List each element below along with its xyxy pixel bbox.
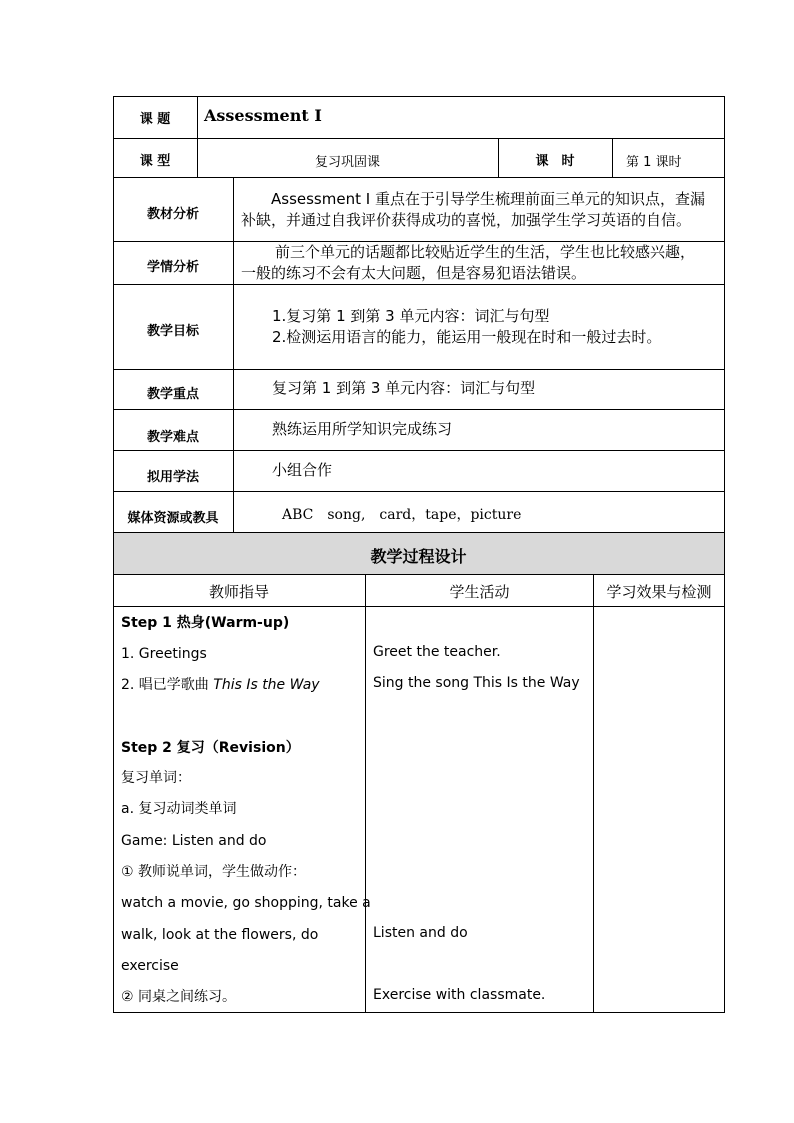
- topic-value: Assessment I: [204, 106, 322, 125]
- col-teacher-header: 教师指导: [208, 583, 269, 601]
- table-border-left: [113, 96, 114, 1012]
- sing-song-item: [121, 675, 320, 695]
- topic-label: 课 题: [139, 112, 171, 127]
- process-title: 教学过程设计: [370, 547, 467, 566]
- table-row-divider: [113, 606, 725, 607]
- table-row-divider: [113, 369, 725, 370]
- game-item: Game: Listen and do: [121, 833, 267, 849]
- type-value: 复习巩固课: [314, 155, 380, 170]
- pair-practice-item: ② 同桌之间练习。: [121, 989, 237, 1005]
- period-label: 课 时: [535, 154, 575, 169]
- sing-song-prefix: 2. 唱已学歌曲: [121, 677, 214, 693]
- table-row-divider: [113, 284, 725, 285]
- table-row-divider: [113, 409, 725, 410]
- words-line-3: exercise: [121, 958, 179, 974]
- student-exercise: Exercise with classmate.: [373, 987, 546, 1003]
- student-sing: Sing the song This Is the Way: [373, 675, 580, 691]
- student-listen: Listen and do: [373, 925, 468, 941]
- table-row-divider: [113, 450, 725, 451]
- key-point-label: 教学重点: [146, 387, 199, 402]
- table-col-divider: [365, 574, 366, 1012]
- table-row-divider: [113, 574, 725, 575]
- table-border-top: [113, 96, 725, 97]
- greetings-item: 1. Greetings: [121, 646, 207, 662]
- method-label: 拟用学法: [146, 470, 199, 485]
- step2-title: Step 2 复习（Revision）: [121, 740, 300, 756]
- review-words-item: 复习单词：: [121, 770, 191, 786]
- teaching-goal-line-1: 1.复习第 1 到第 3 单元内容：词汇与句型: [272, 307, 550, 325]
- table-border-right: [724, 96, 725, 1012]
- method-value: 小组合作: [272, 461, 333, 479]
- textbook-analysis-line-1: Assessment I 重点在于引导学生梳理前面三单元的知识点，查漏: [271, 190, 705, 208]
- step1-title: Step 1 热身(Warm-up): [121, 615, 290, 631]
- student-analysis-line-1: 前三个单元的话题都比较贴近学生的生活，学生也比较感兴趣，: [275, 243, 696, 261]
- table-col-divider: [233, 178, 234, 533]
- student-greet: Greet the teacher.: [373, 644, 501, 660]
- period-value: 第 1 课时: [626, 155, 682, 170]
- table-row-divider: [113, 491, 725, 492]
- table-border-bottom: [113, 1012, 725, 1013]
- table-row-divider: [113, 177, 725, 178]
- teaching-goal-line-2: 2.检测运用语言的能力，能运用一般现在时和一般过去时。: [272, 328, 662, 346]
- review-verbs-item: a. 复习动词类单词: [121, 801, 237, 817]
- media-label: 媒体资源或教具: [127, 511, 219, 526]
- song-title: This Is the Way: [213, 677, 320, 693]
- table-col-divider: [593, 574, 594, 1012]
- teaching-goal-label: 教学目标: [146, 324, 199, 339]
- media-value: ABC song, card，tape，picture: [282, 507, 522, 523]
- col-effect-header: 学习效果与检测: [606, 583, 712, 601]
- type-label: 课 型: [139, 154, 171, 169]
- col-student-header: 学生活动: [449, 583, 510, 601]
- difficulty-value: 熟练运用所学知识完成练习: [272, 420, 453, 438]
- table-row-divider: [113, 138, 725, 139]
- words-line-2: walk, look at the flowers, do: [121, 927, 319, 943]
- key-point-value: 复习第 1 到第 3 单元内容：词汇与句型: [272, 379, 536, 397]
- textbook-analysis-label: 教材分析: [146, 207, 199, 222]
- student-analysis-line-2: 一般的练习不会有太大问题，但是容易犯语法错误。: [241, 264, 587, 282]
- table-col-divider: [612, 138, 613, 178]
- textbook-analysis-line-2: 补缺，并通过自我评价获得成功的喜悦，加强学生学习英语的自信。: [241, 211, 692, 229]
- words-line-1: watch a movie, go shopping, take a: [121, 895, 371, 911]
- difficulty-label: 教学难点: [146, 430, 199, 445]
- teacher-says-item: ① 教师说单词，学生做动作：: [121, 864, 307, 880]
- student-analysis-label: 学情分析: [146, 260, 199, 275]
